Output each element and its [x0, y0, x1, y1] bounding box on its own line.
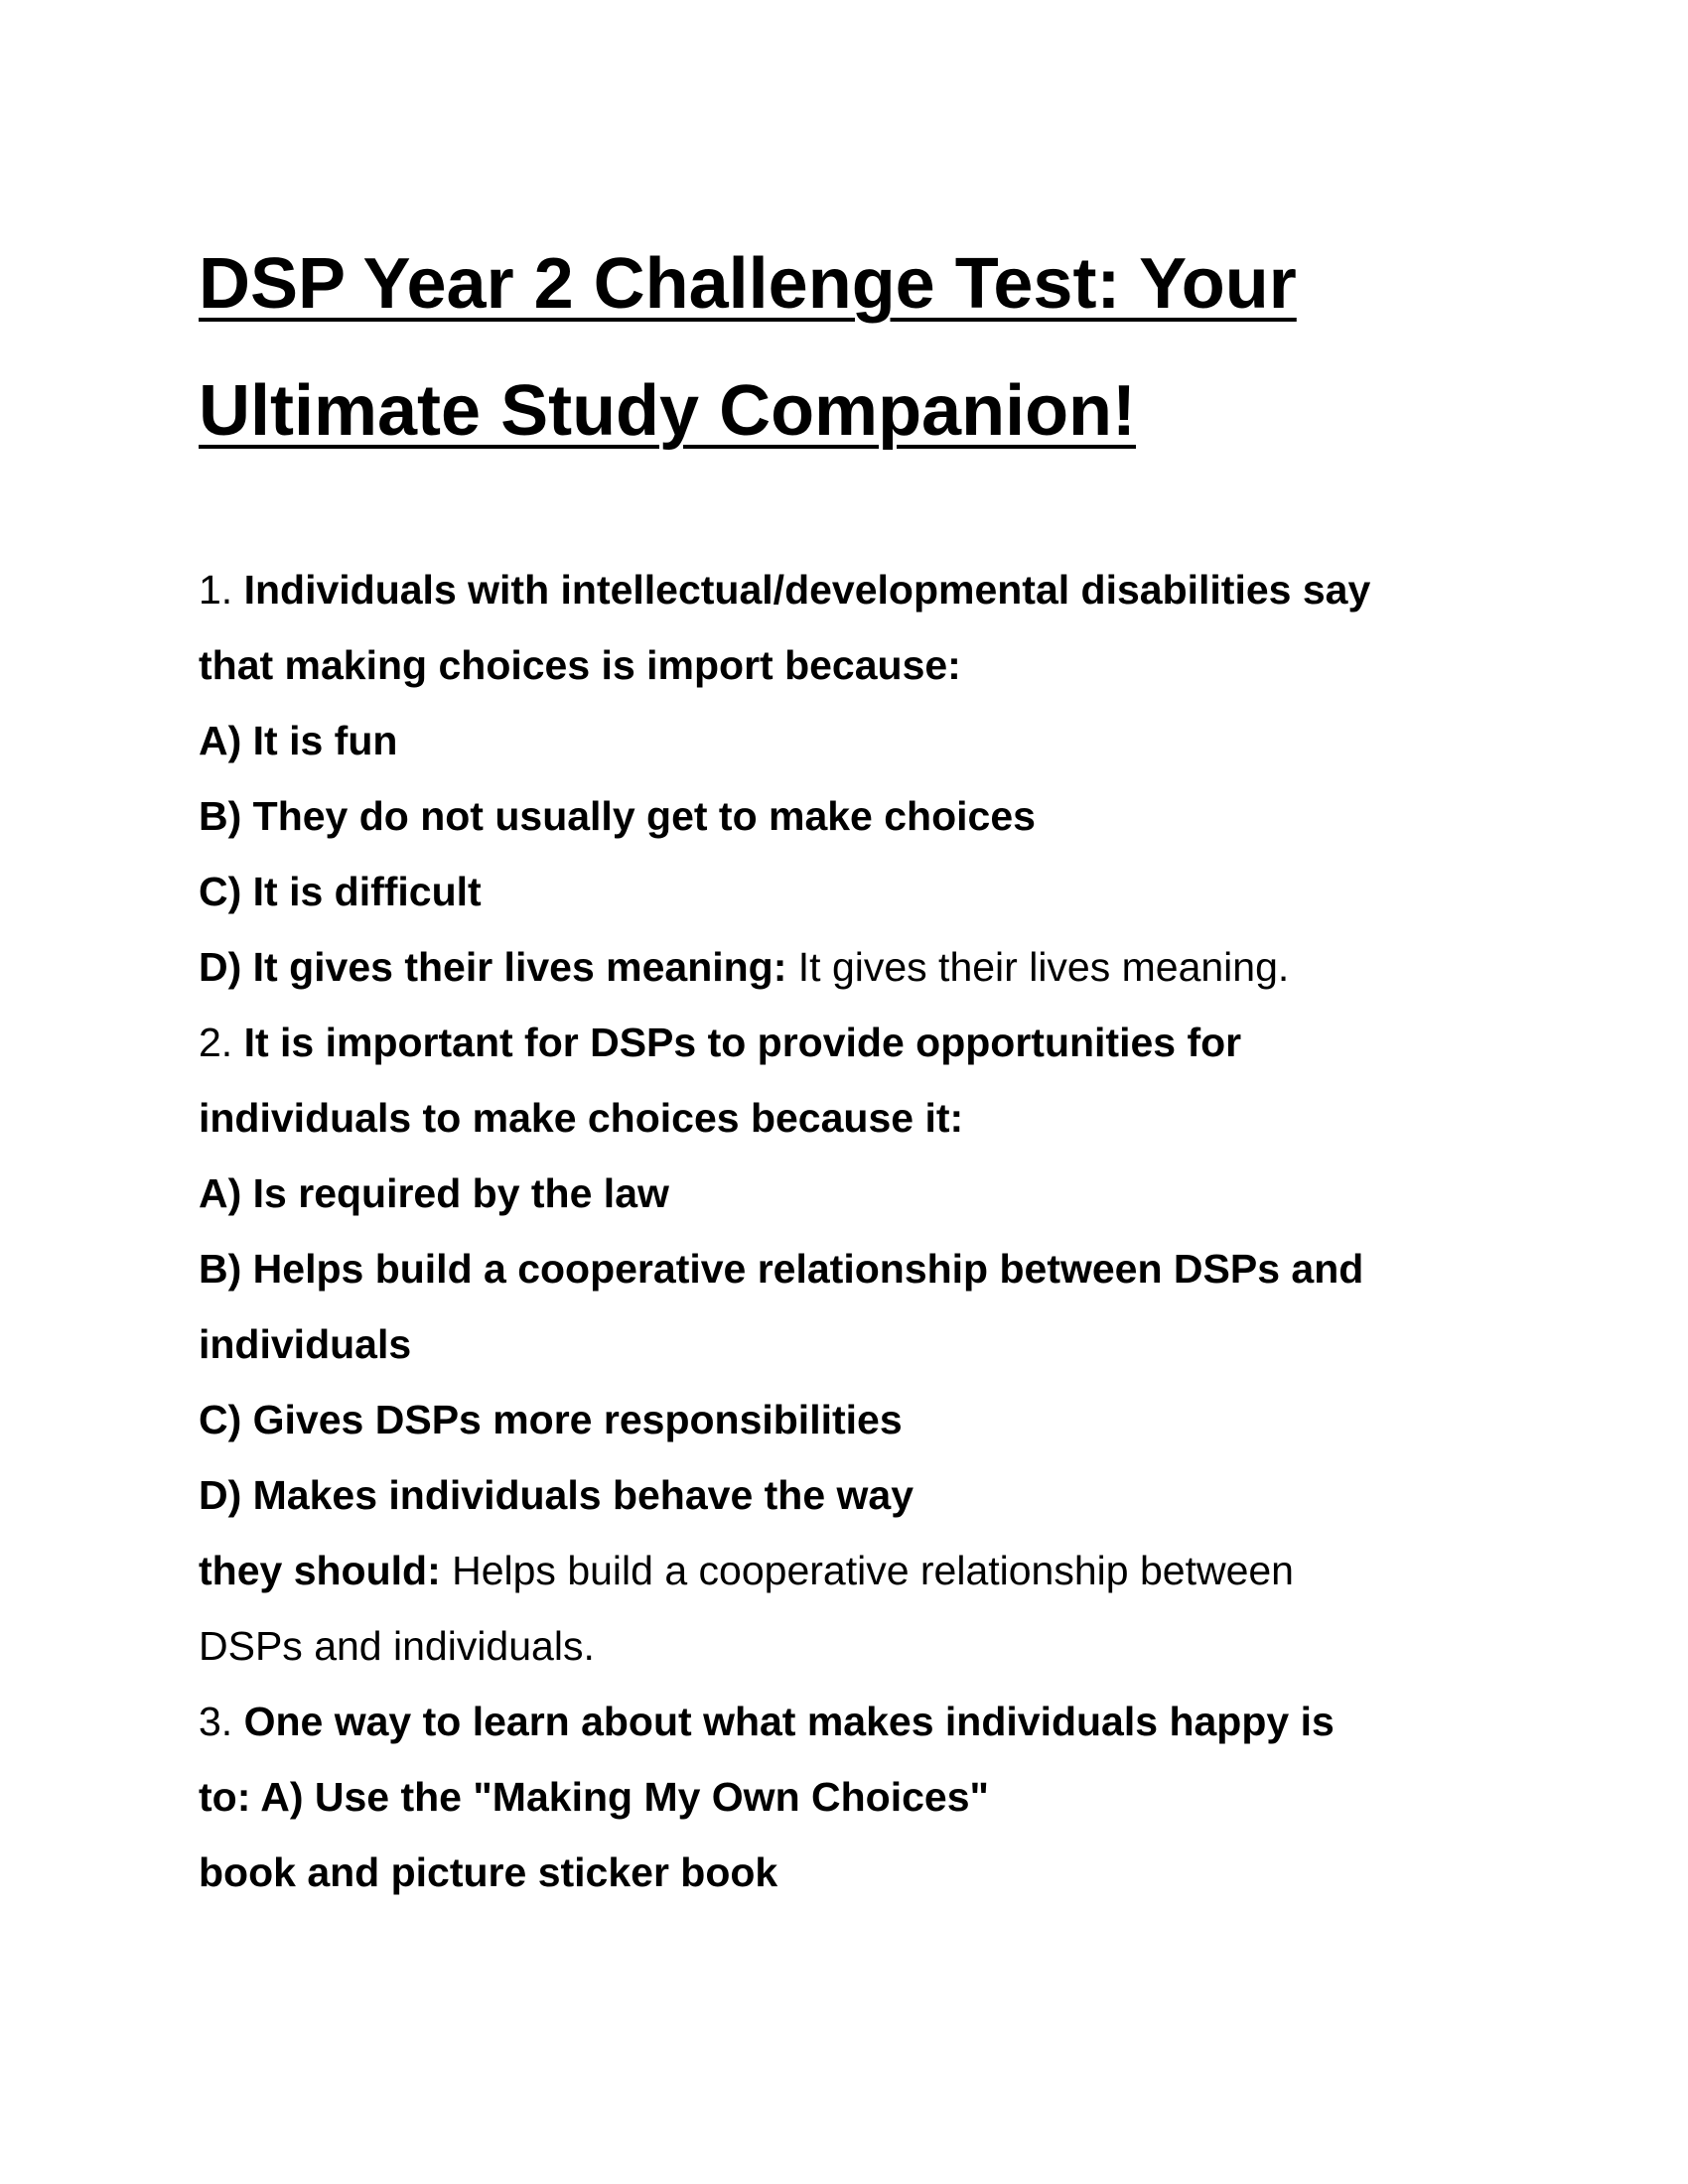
- q2-answer-2: DSPs and individuals.: [199, 1623, 595, 1669]
- q1-stem-line-2: that making choices is import because:: [199, 642, 961, 688]
- document-page: [199, 220, 1489, 1910]
- q1-number: 1.: [199, 567, 233, 613]
- title-line-1: DSP Year 2 Challenge Test: Your: [199, 244, 1297, 324]
- q2-option-a: A) Is required by the law: [199, 1170, 669, 1216]
- q1-option-b: B) They do not usually get to make choices: [199, 793, 1036, 839]
- q3-stem-text-1: One way to learn about what makes individuals happy is: [232, 1699, 1335, 1744]
- q1-option-c: C) It is difficult: [199, 869, 482, 914]
- q3-stem-line-3: book and picture sticker book: [199, 1849, 778, 1895]
- q1-option-a: A) It is fun: [199, 718, 398, 763]
- question-list: [199, 552, 1489, 1910]
- q2-answer-1: Helps build a cooperative relationship between: [440, 1548, 1294, 1593]
- q2-stem-line-1: [199, 1005, 1489, 1080]
- q2-stem-text-1: It is important for DSPs to provide opportunities for: [232, 1020, 1242, 1065]
- title-line-2: Ultimate Study Companion!: [199, 371, 1137, 451]
- document-title: [199, 220, 1489, 475]
- q1-stem-text-1: Individuals with intellectual/developmental disabilities say: [232, 567, 1371, 613]
- q3-stem-line-2: to: A) Use the "Making My Own Choices": [199, 1774, 989, 1820]
- q2-stem-line-2: individuals to make choices because it:: [199, 1095, 964, 1141]
- q2-option-c: C) Gives DSPs more responsibilities: [199, 1397, 903, 1442]
- q1-option-d-line: [199, 929, 1489, 1005]
- q3-number: 3.: [199, 1699, 233, 1744]
- q1-stem-line-1: [199, 552, 1489, 627]
- q2-option-d-line-1: D) Makes individuals behave the way: [199, 1472, 914, 1518]
- q1-answer: It gives their lives meaning.: [786, 944, 1290, 990]
- q2-option-b-line-2: individuals: [199, 1321, 412, 1367]
- q2-option-d-tail: they should:: [199, 1548, 441, 1593]
- q2-option-b-line-1: B) Helps build a cooperative relationship between DSPs and: [199, 1246, 1364, 1292]
- q2-option-d-line-2: [199, 1533, 1489, 1608]
- q2-number: 2.: [199, 1020, 233, 1065]
- q3-stem-line-1: [199, 1684, 1489, 1759]
- q1-option-d: D) It gives their lives meaning:: [199, 944, 787, 990]
